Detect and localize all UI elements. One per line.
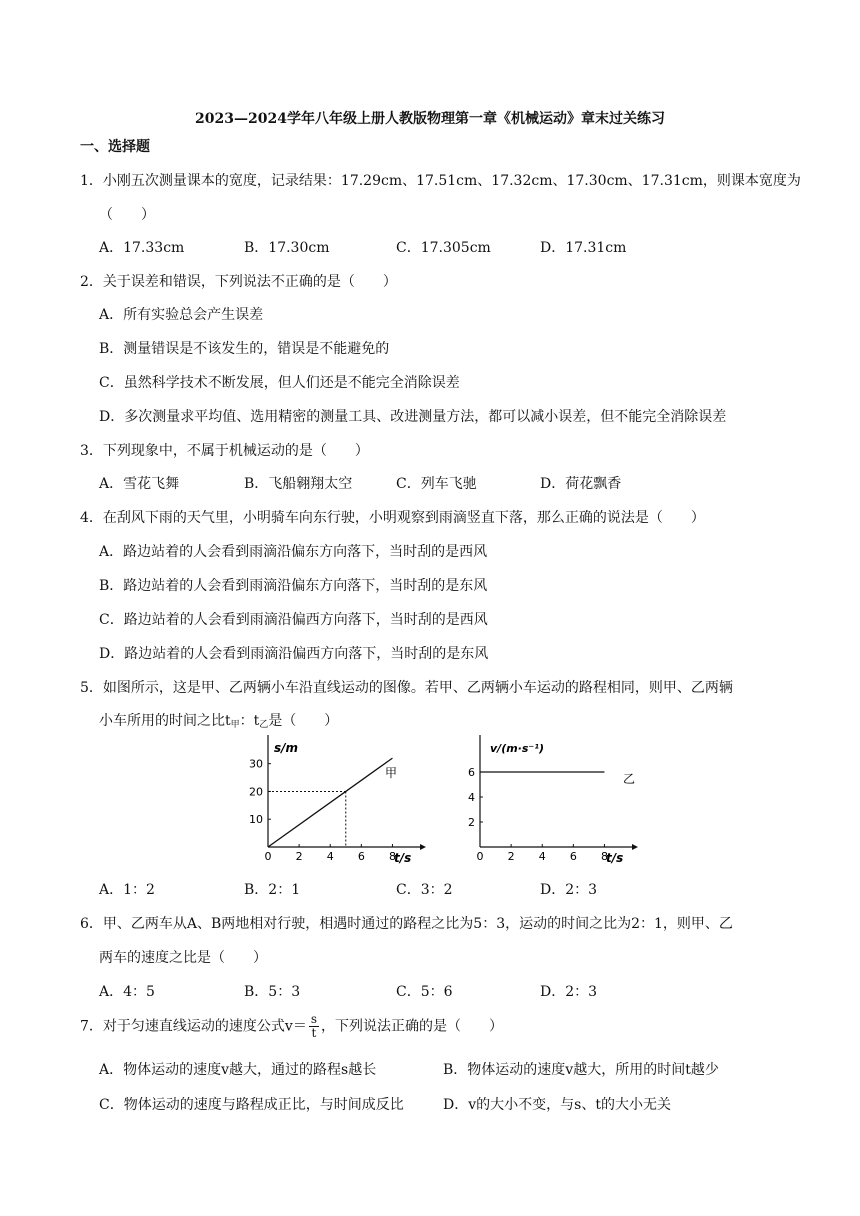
question-2-option-a[interactable]: A．所有实验总会产生误差 bbox=[99, 307, 264, 323]
graph-v-t-x-tick-label: 6 bbox=[569, 850, 577, 863]
question-5-stem-line2 bbox=[99, 710, 338, 730]
question-5-option-b[interactable]: B．2：1 bbox=[244, 882, 301, 898]
question-2-option-d[interactable]: D．多次测量求平均值、选用精密的测量工具、改进测量方法，都可以减小误差，但不能完全消除误差 bbox=[99, 409, 727, 425]
graph-v-t bbox=[440, 735, 645, 870]
fraction-denominator: t bbox=[311, 1026, 317, 1040]
graph-s-t-ylabel: s/m bbox=[274, 741, 299, 755]
graph-s-t-x-tick-label: 4 bbox=[326, 850, 334, 863]
q5-text-c: 是（ ） bbox=[268, 713, 339, 729]
question-4-option-b[interactable]: B．路边站着的人会看到雨滴沿偏东方向落下，当时刮的是东风 bbox=[99, 578, 488, 594]
question-3-stem: 3．下列现象中，不属于机械运动的是（ ） bbox=[80, 443, 369, 459]
question-1-option-a[interactable]: A．17.33cm bbox=[99, 240, 185, 256]
graph-v-t-y-tick-label: 6 bbox=[468, 766, 475, 779]
question-7-stem bbox=[80, 1013, 503, 1040]
question-7-option-b[interactable]: B．物体运动的速度v越大，所用的时间t越少 bbox=[443, 1062, 719, 1078]
graph-v-t-y-tick-label: 4 bbox=[468, 791, 475, 804]
graph-s-t-y-tick-label: 10 bbox=[249, 813, 263, 827]
graph-v-t-ylabel: v/(m·s⁻¹) bbox=[490, 742, 545, 755]
fraction-numerator: s bbox=[310, 1012, 317, 1026]
speed-formula-fraction bbox=[309, 1013, 319, 1040]
question-5-option-a[interactable]: A．1：2 bbox=[99, 882, 155, 898]
graph-v-t-x-tick-label: 8 bbox=[600, 850, 608, 863]
graph-s-t-x-arrow bbox=[420, 844, 426, 850]
question-3-option-c[interactable]: C．列车飞驰 bbox=[396, 476, 477, 492]
question-2-option-b[interactable]: B．测量错误是不该发生的，错误是不能避免的 bbox=[99, 341, 390, 357]
graph-s-t-y-tick-label: 30 bbox=[249, 757, 263, 771]
question-5-option-d[interactable]: D．2：3 bbox=[540, 882, 598, 898]
question-3-option-b[interactable]: B．飞船翱翔太空 bbox=[244, 476, 353, 492]
question-4-option-c[interactable]: C．路边站着的人会看到雨滴沿偏西方向落下，当时刮的是西风 bbox=[99, 612, 488, 628]
q5-subscript-jia: 甲 bbox=[230, 720, 240, 730]
question-6-option-c[interactable]: C．5：6 bbox=[396, 984, 453, 1000]
q5-text-b: ：t bbox=[239, 713, 260, 729]
graph-v-t-x-tick-label: 4 bbox=[538, 850, 546, 863]
question-2-stem: 2．关于误差和错误，下列说法不正确的是（ ） bbox=[80, 274, 397, 290]
q5-text-a: 小车所用的时间之比t bbox=[99, 713, 231, 729]
question-1-option-c[interactable]: C．17.305cm bbox=[396, 240, 491, 256]
question-1-option-b[interactable]: B．17.30cm bbox=[244, 240, 330, 256]
question-2-option-c[interactable]: C．虽然科学技术不断发展，但人们还是不能完全消除误差 bbox=[99, 375, 460, 391]
q5-subscript-yi: 乙 bbox=[259, 720, 269, 730]
q7-text-a: 7．对于匀速直线运动的速度公式v＝ bbox=[80, 1018, 307, 1035]
graph-s-t bbox=[228, 735, 428, 870]
graph-s-t-series-line bbox=[268, 758, 392, 847]
graph-s-t-y-tick-label: 20 bbox=[249, 785, 263, 799]
question-1-option-d[interactable]: D．17.31cm bbox=[540, 240, 627, 256]
question-4-option-d[interactable]: D．路边站着的人会看到雨滴沿偏西方向落下，当时刮的是东风 bbox=[99, 646, 489, 662]
question-5-stem: 5．如图所示，这是甲、乙两辆小车沿直线运动的图像。若甲、乙两辆小车运动的路程相同，则甲、乙两辆 bbox=[80, 680, 733, 696]
question-7-option-d[interactable]: D．v的大小不变，与s、t的大小无关 bbox=[443, 1097, 671, 1113]
graph-s-t-x-tick-label: 8 bbox=[388, 850, 396, 863]
graph-v-t-ticks bbox=[468, 766, 608, 863]
graph-s-t-x-tick-label: 2 bbox=[295, 850, 303, 863]
graph-s-t-series-label: 甲 bbox=[385, 766, 398, 780]
question-1-stem: 1．小刚五次测量课本的宽度，记录结果：17.29cm、17.51cm、17.32cm、17.30cm、17.31cm，则课本宽度为 bbox=[80, 173, 801, 189]
question-7-option-c[interactable]: C．物体运动的速度与路程成正比，与时间成反比 bbox=[99, 1097, 404, 1113]
question-7-option-a[interactable]: A．物体运动的速度v越大，通过的路程s越长 bbox=[99, 1062, 377, 1078]
graph-v-t-x-tick-label: 0 bbox=[476, 850, 484, 863]
question-1-bracket: （ ） bbox=[99, 207, 155, 223]
question-5-option-c[interactable]: C．3：2 bbox=[396, 882, 453, 898]
question-6-stem: 6．甲、乙两车从A、B两地相对行驶，相遇时通过的路程之比为5：3，运动的时间之比为2：1，则甲、乙 bbox=[80, 916, 733, 932]
graph-s-t-xlabel: t/s bbox=[394, 851, 412, 865]
graph-v-t-xlabel: t/s bbox=[606, 851, 624, 865]
section-heading: 一、选择题 bbox=[80, 139, 150, 155]
graph-v-t-y-tick-label: 2 bbox=[468, 816, 475, 829]
q7-text-b: ，下列说法正确的是（ ） bbox=[321, 1018, 503, 1035]
question-3-option-a[interactable]: A．雪花飞舞 bbox=[99, 476, 180, 492]
graph-v-t-x-tick-label: 2 bbox=[507, 850, 515, 863]
question-6-option-b[interactable]: B．5：3 bbox=[244, 984, 301, 1000]
graph-s-t-x-tick-label: 0 bbox=[264, 850, 272, 863]
question-6-option-d[interactable]: D．2：3 bbox=[540, 984, 598, 1000]
page-title: 2023—2024学年八年级上册人教版物理第一章《机械运动》章末过关练习 bbox=[195, 111, 665, 127]
question-4-stem: 4．在刮风下雨的天气里，小明骑车向东行驶，小明观察到雨滴竖直下落，那么正确的说法是（ ） bbox=[80, 510, 705, 526]
question-6-stem-line2: 两车的速度之比是（ ） bbox=[99, 950, 267, 966]
question-6-option-a[interactable]: A．4：5 bbox=[99, 984, 155, 1000]
graph-s-t-x-tick-label: 6 bbox=[357, 850, 365, 863]
question-3-option-d[interactable]: D．荷花飘香 bbox=[540, 476, 622, 492]
graph-v-t-x-arrow bbox=[632, 844, 638, 850]
question-4-option-a[interactable]: A．路边站着的人会看到雨滴沿偏东方向落下，当时刮的是西风 bbox=[99, 544, 488, 560]
graph-v-t-series-label: 乙 bbox=[623, 772, 636, 786]
